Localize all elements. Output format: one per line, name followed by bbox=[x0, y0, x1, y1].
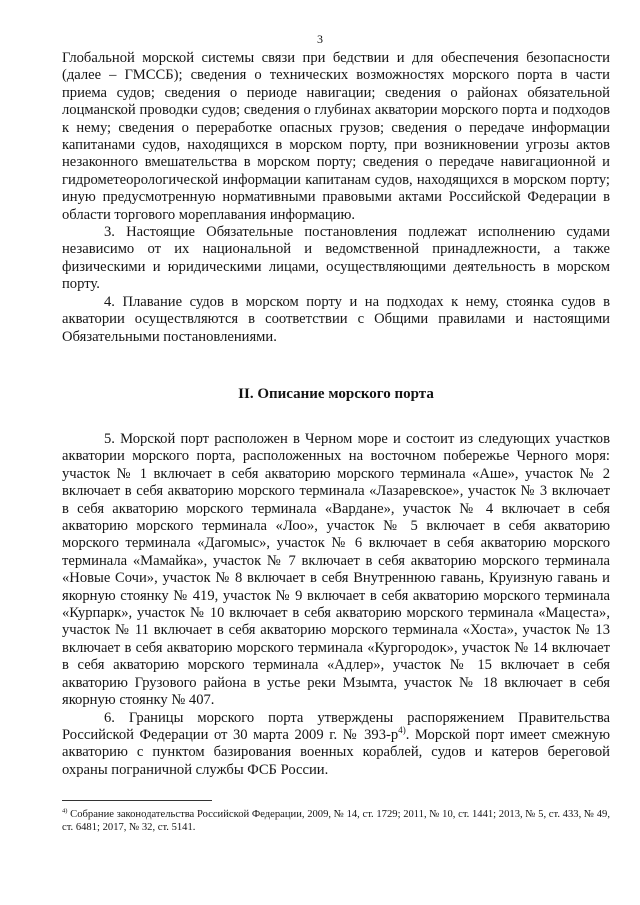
footnote-marker: 4) bbox=[62, 807, 68, 815]
paragraph-6-text-b: . Морской порт имеет смежную акваторию с пунктом базирования военных кораблей, судов и катеров береговой охраны пограничной службы ФСБ России. bbox=[62, 726, 610, 778]
footnote bbox=[62, 808, 610, 834]
paragraph-5: 5. Морской порт расположен в Черном море и состоит из следующих участков акватории морского порта, расположенных на восточном побережье Черного моря: участок № 1 включает в себя акваторию морского терминала «Аше», участок № 2 включает в себя акваторию морского терминала «Лазаревское», участок № 3 включает в себя акваторию морского терминала «Вардане», участок № 4 включает в себя акваторию морского терминала «Лоо», участок № 5 включает в себя акваторию морского терминала «Дагомыс», участок № 6 включает в себя акваторию морского терминала «Мамайка», участок № 7 включает в себя акваторию морского терминала «Новые Сочи», участок № 8 включает в себя Внутреннюю гавань, Круизную гавань и якорную стоянку № 419, участок № 9 включает в себя акваторию морского терминала «Курпарк», участок № 10 включает в себя акваторию морского терминала «Мацеста», участок № 11 включает в себя акваторию морского терминала «Хоста», участок № 13 включает в себя акваторию морского терминала «Кургородок», участок № 14 включает в себя акваторию морского терминала «Адлер», участок № 15 включает в себя акваторию Грузового района в устье реки Мзымта, участок № 18 включает в себя якорную стоянку № 407. bbox=[62, 431, 610, 709]
paragraph-3: 3. Настоящие Обязательные постановления подлежат исполнению судами независимо от их национальной и ведомственной принадлежности, а также физическими и юридическими лицами, осуществляющими деятельность в морском порту. bbox=[62, 224, 610, 293]
text-block-upper bbox=[62, 50, 610, 346]
paragraph-intro: Глобальной морской системы связи при бедствии и для обеспечения безопасности (далее – ГМССБ); сведения о технических возможностях морского порта в части приема судов; сведения о периоде навигации; сведения о районах обязательной лоцманской проводки судов; сведения о глубинах акватории морского порта и подходов к нему; сведения о переработке опасных грузов; сведения о передаче информации капитанами судов, находящихся в морском порту, при возникновении угрозы актов незаконного вмешательства в морском порту; сведения о передаче навигационной и гидрометеорологической информации капитанам судов, находящихся в морском порту; иную предусмотренную нормативными правовыми актами Российской Федерации в области торгового мореплавания информацию. bbox=[62, 50, 610, 223]
text-block-lower bbox=[62, 431, 610, 779]
footnote-text: Собрание законодательства Российской Федерации, 2009, № 14, ст. 1729; 2011, № 10, ст. 1441; 2013, № 5, ст. 433, № 49, ст. 6481; 2017, № 32, ст. 5141. bbox=[62, 809, 610, 833]
footnote-reference: 4) bbox=[398, 725, 406, 736]
paragraph-4: 4. Плавание судов в морском порту и на подходах к нему, стоянка судов в акватории осуществляются в соответствии с Общими правилами и настоящими Обязательными постановлениями. bbox=[62, 293, 610, 345]
section-heading: II. Описание морского порта bbox=[238, 386, 434, 402]
paragraph-6 bbox=[62, 710, 610, 780]
paragraph-6-text-a: 6. Границы морского порта утверждены распоряжением Правительства Российской Федерации от 30 марта 2009 г. № 393-р bbox=[62, 709, 610, 743]
footnote-separator bbox=[62, 800, 212, 801]
page-number: 3 bbox=[317, 32, 323, 46]
